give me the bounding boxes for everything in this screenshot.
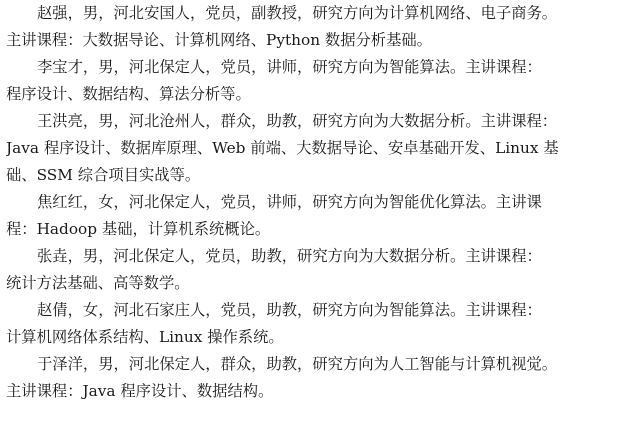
text-line: 张垚，男，河北保定人，党员，助教，研究方向为大数据分析。主讲课程： bbox=[37, 247, 542, 265]
profile-paragraph-wang-hongliang bbox=[6, 108, 618, 189]
text-line: 主讲课程：Java 程序设计、数据结构。 bbox=[6, 382, 274, 400]
profile-paragraph-zhao-qian bbox=[6, 297, 618, 351]
text-line: 础、SSM 综合项目实战等。 bbox=[6, 166, 201, 184]
profile-paragraph-yu-zeyang bbox=[6, 351, 618, 405]
profile-paragraph-zhang-yao bbox=[6, 243, 618, 297]
text-line: 程序设计、数据结构、算法分析等。 bbox=[6, 85, 251, 103]
text-line: 主讲课程：大数据导论、计算机网络、Python 数据分析基础。 bbox=[6, 31, 432, 49]
text-line: 计算机网络体系结构、Linux 操作系统。 bbox=[6, 328, 284, 346]
text-line: Java 程序设计、数据库原理、Web 前端、大数据导论、安卓基础开发、Linux 基 bbox=[6, 139, 559, 157]
text-line: 赵倩，女，河北石家庄人，党员，助教，研究方向为智能算法。主讲课程： bbox=[37, 301, 542, 319]
profile-paragraph-li-baocai bbox=[6, 54, 618, 108]
text-line: 焦红红，女，河北保定人，党员，讲师，研究方向为智能优化算法。主讲课 bbox=[37, 193, 542, 211]
text-line: 程：Hadoop 基础，计算机系统概论。 bbox=[6, 220, 271, 238]
profile-paragraph-jiao-honghong bbox=[6, 189, 618, 243]
faculty-profile-text bbox=[6, 0, 618, 405]
text-line: 李宝才，男，河北保定人，党员，讲师，研究方向为智能算法。主讲课程： bbox=[37, 58, 542, 76]
text-line: 赵强，男，河北安国人，党员，副教授，研究方向为计算机网络、电子商务。 bbox=[37, 4, 558, 22]
profile-paragraph-zhao-qiang bbox=[6, 0, 618, 54]
text-line: 统计方法基础、高等数学。 bbox=[6, 274, 190, 292]
text-line: 王洪亮，男，河北沧州人，群众，助教，研究方向为大数据分析。主讲课程： bbox=[37, 112, 558, 130]
text-line: 于泽洋，男，河北保定人，群众，助教，研究方向为人工智能与计算机视觉。 bbox=[37, 355, 558, 373]
